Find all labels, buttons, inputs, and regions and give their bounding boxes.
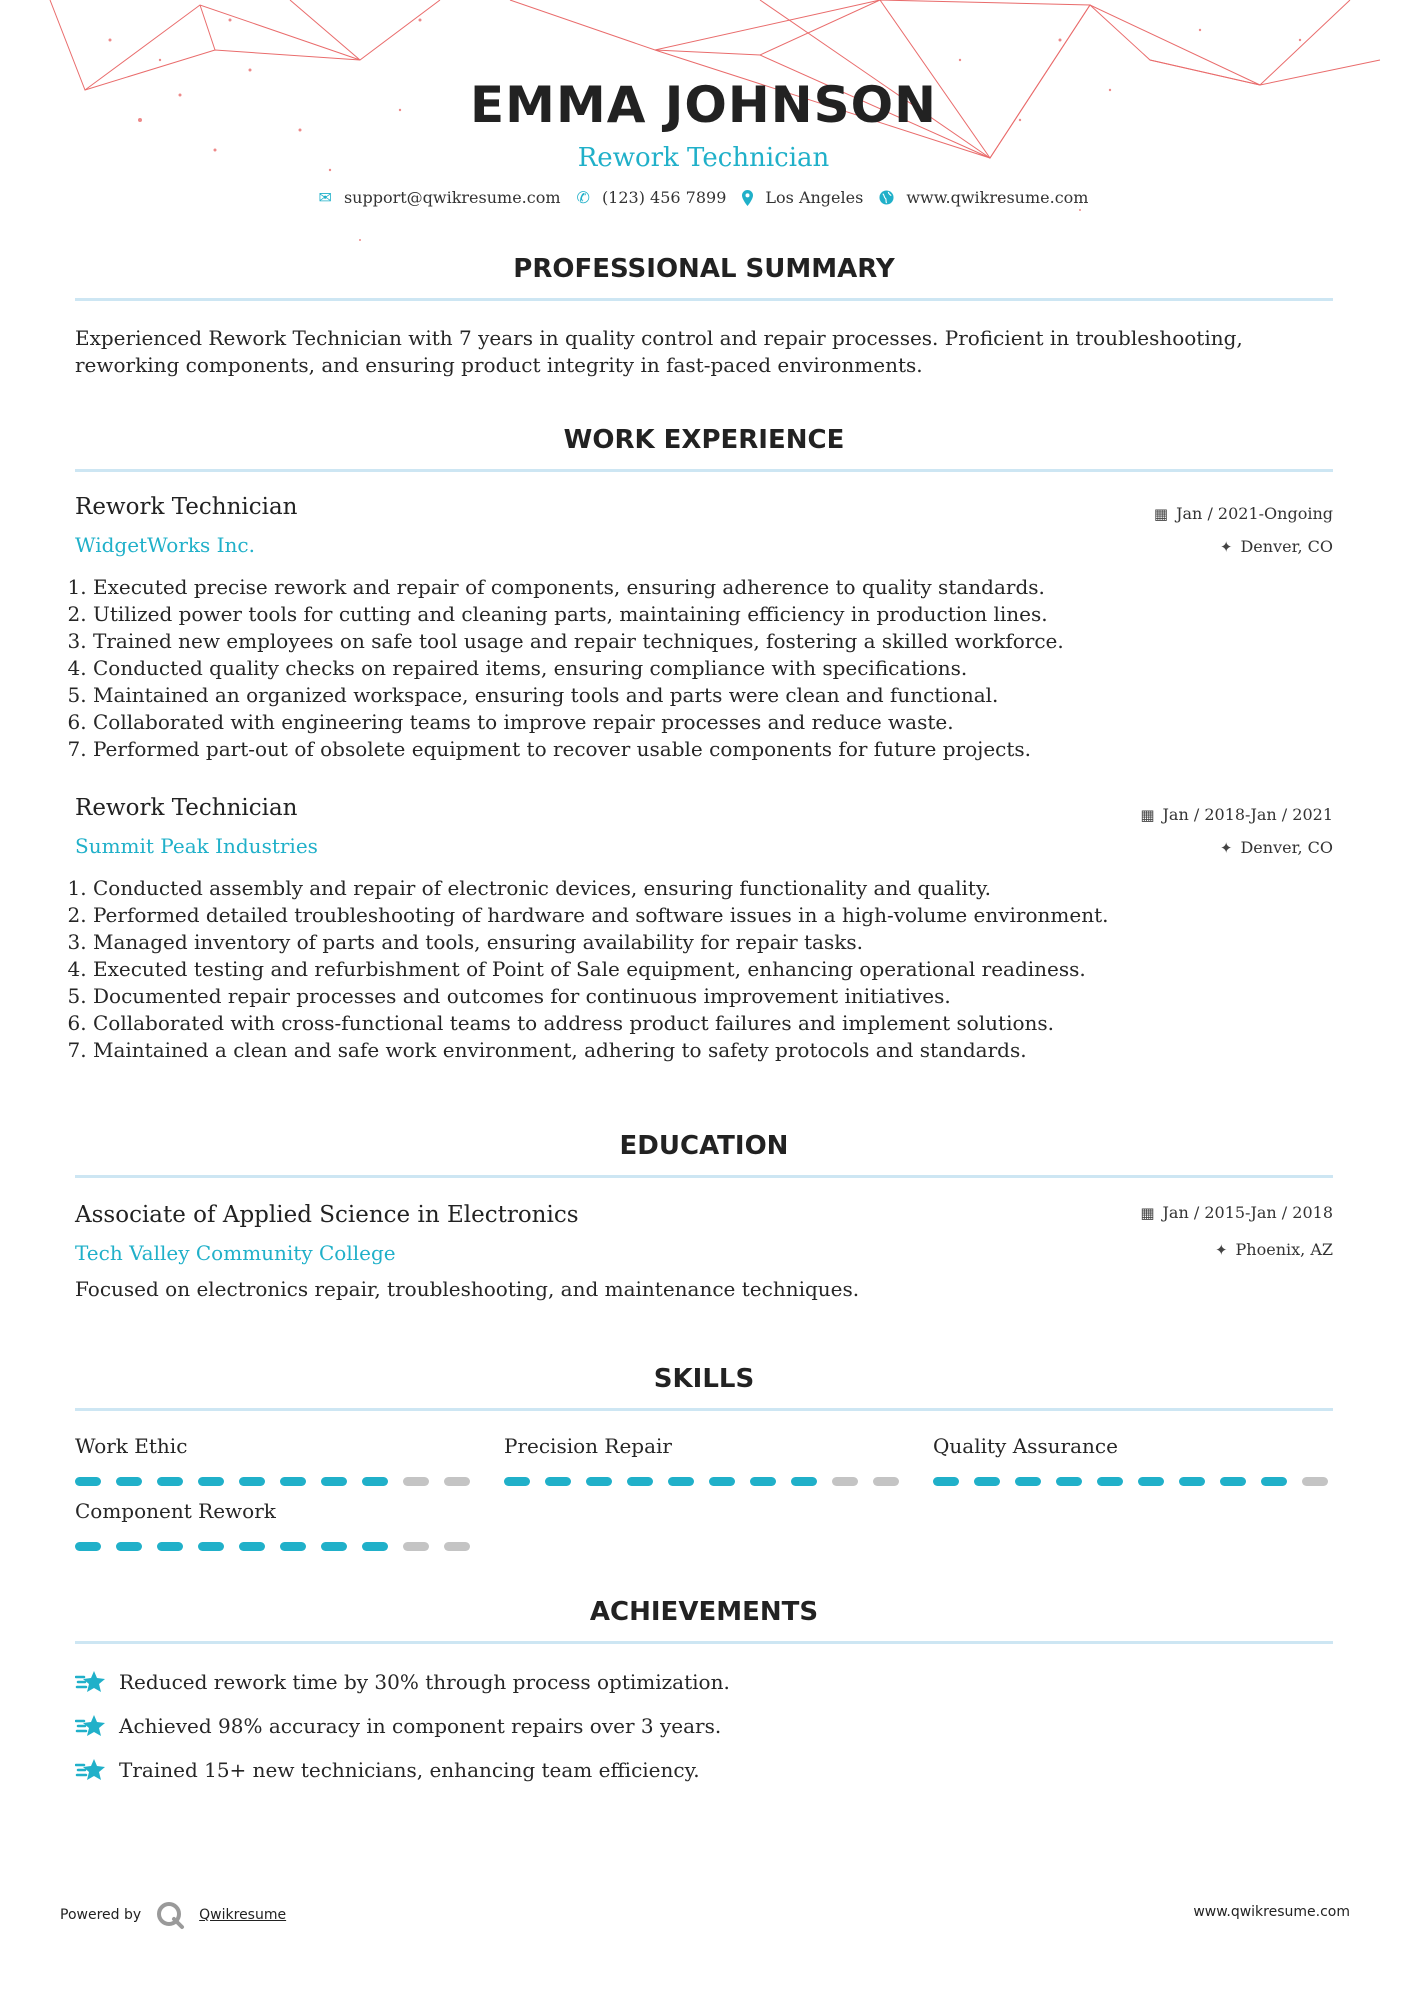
skill-dash-filled xyxy=(198,1477,224,1486)
achievement-item xyxy=(75,1712,721,1740)
list-item: 2. Performed detailed troubleshooting of hardware and software issues in a high-volume environment. xyxy=(93,902,1333,929)
skill-dash-filled xyxy=(1179,1477,1205,1486)
education-heading: EDUCATION xyxy=(619,1131,789,1161)
skill-dash-filled xyxy=(239,1477,265,1486)
job-company: Summit Peak Industries xyxy=(75,834,318,858)
candidate-role: Rework Technician xyxy=(577,143,830,173)
list-item: 2. Utilized power tools for cutting and cleaning parts, maintaining efficiency in production lines. xyxy=(93,601,1333,628)
skill-dash-filled xyxy=(791,1477,817,1486)
skill-dash-filled xyxy=(545,1477,571,1486)
skill-level-bar xyxy=(933,1477,1333,1486)
achievement-text: Achieved 98% accuracy in component repairs over 3 years. xyxy=(119,1714,722,1738)
education-location xyxy=(1215,1240,1333,1259)
contact-email[interactable] xyxy=(319,188,561,207)
skill-dash-filled xyxy=(239,1542,265,1551)
skill-dash-filled xyxy=(116,1477,142,1486)
job-dates xyxy=(1154,504,1333,523)
pushpin-icon: ✦ xyxy=(1219,537,1233,556)
skill-level-bar xyxy=(75,1542,475,1551)
skill-dash-filled xyxy=(198,1542,224,1551)
globe-icon xyxy=(879,190,894,205)
list-item: 4. Executed testing and refurbishment of Point of Sale equipment, enhancing operational readiness. xyxy=(93,956,1333,983)
skill-dash-filled xyxy=(75,1477,101,1486)
skill-dash-filled xyxy=(933,1477,959,1486)
skill-dash-filled xyxy=(1015,1477,1041,1486)
job-location-text: Denver, CO xyxy=(1240,838,1333,857)
powered-by-label: Powered by xyxy=(60,1907,142,1923)
pushpin-icon: ✦ xyxy=(1214,1240,1228,1259)
skill-dash-empty xyxy=(832,1477,858,1486)
summary-text: Experienced Rework Technician with 7 years in quality control and repair processes. Proficient in troubleshooting, reworking components, and ensuring product integrity in fast-paced environments. xyxy=(75,326,1243,377)
skill-level-bar xyxy=(75,1477,475,1486)
list-item: 7. Performed part-out of obsolete equipment to recover usable components for future projects. xyxy=(93,736,1333,763)
skill-dash-empty xyxy=(444,1542,470,1551)
job-company: WidgetWorks Inc. xyxy=(75,533,255,557)
education-dates-text: Jan / 2015-Jan / 2018 xyxy=(1162,1203,1333,1222)
skill-dash-filled xyxy=(974,1477,1000,1486)
contact-location-text: Los Angeles xyxy=(765,188,864,207)
list-item: 3. Trained new employees on safe tool usage and repair techniques, fostering a skilled workforce. xyxy=(93,628,1333,655)
list-item: 7. Maintained a clean and safe work environment, adhering to safety protocols and standards. xyxy=(93,1037,1333,1064)
shooting-star-icon xyxy=(75,1756,107,1784)
job-title: Rework Technician xyxy=(75,494,298,520)
resume-header xyxy=(0,70,1407,176)
contact-phone-text: (123) 456 7899 xyxy=(601,188,727,207)
achievement-item xyxy=(75,1756,700,1784)
achievements-heading: ACHIEVEMENTS xyxy=(589,1597,819,1627)
contact-email-text: support@qwikresume.com xyxy=(343,188,561,207)
shooting-star-icon xyxy=(75,1668,107,1696)
skill-item xyxy=(504,1433,904,1486)
skill-dash-empty xyxy=(403,1477,429,1486)
job-dates-text: Jan / 2018-Jan / 2021 xyxy=(1162,805,1333,824)
job-responsibilities xyxy=(70,875,1333,1064)
list-item: 5. Documented repair processes and outcomes for continuous improvement initiatives. xyxy=(93,983,1333,1010)
skill-dash-filled xyxy=(504,1477,530,1486)
skill-dash-filled xyxy=(116,1542,142,1551)
list-item: 5. Maintained an organized workspace, ensuring tools and parts were clean and functional. xyxy=(93,682,1333,709)
skills-divider xyxy=(75,1408,1333,1411)
skill-dash-filled xyxy=(1261,1477,1287,1486)
achievements-divider xyxy=(75,1641,1333,1644)
job-location xyxy=(1220,537,1333,556)
achievement-text: Trained 15+ new technicians, enhancing team efficiency. xyxy=(119,1758,700,1782)
skill-dash-empty xyxy=(873,1477,899,1486)
list-item: 1. Executed precise rework and repair of components, ensuring adherence to quality standards. xyxy=(93,574,1333,601)
contact-location xyxy=(742,188,863,207)
job-location-text: Denver, CO xyxy=(1240,537,1333,556)
calendar-icon: ▦ xyxy=(1140,805,1155,824)
skill-dash-filled xyxy=(362,1542,388,1551)
skill-dash-empty xyxy=(403,1542,429,1551)
job-dates xyxy=(1140,805,1333,824)
education-degree: Associate of Applied Science in Electronics xyxy=(75,1202,579,1228)
skill-dash-filled xyxy=(280,1542,306,1551)
skill-item xyxy=(933,1433,1333,1486)
experience-divider xyxy=(75,469,1333,472)
summary-heading: PROFESSIONAL SUMMARY xyxy=(513,254,895,284)
education-location-text: Phoenix, AZ xyxy=(1235,1240,1333,1259)
job-title: Rework Technician xyxy=(75,795,298,821)
experience-heading: WORK EXPERIENCE xyxy=(563,425,845,455)
list-item: 3. Managed inventory of parts and tools, ensuring availability for repair tasks. xyxy=(93,929,1333,956)
pushpin-icon: ✦ xyxy=(1219,838,1233,857)
skill-dash-filled xyxy=(709,1477,735,1486)
powered-by xyxy=(60,1900,286,1930)
location-pin-icon xyxy=(742,190,753,206)
contact-phone[interactable] xyxy=(577,188,727,207)
qwikresume-logo-icon xyxy=(155,1900,185,1930)
summary-divider xyxy=(75,298,1333,301)
skill-item xyxy=(75,1433,475,1486)
skill-dash-empty xyxy=(444,1477,470,1486)
contact-bar xyxy=(0,188,1407,207)
skill-name: Component Rework xyxy=(75,1499,276,1523)
education-dates xyxy=(1140,1203,1333,1222)
list-item: 1. Conducted assembly and repair of electronic devices, ensuring functionality and quality. xyxy=(93,875,1333,902)
skill-dash-filled xyxy=(627,1477,653,1486)
calendar-icon: ▦ xyxy=(1153,504,1169,523)
skill-dash-filled xyxy=(750,1477,776,1486)
list-item: 6. Collaborated with cross-functional teams to address product failures and implement solutions. xyxy=(93,1010,1333,1037)
shooting-star-icon xyxy=(75,1712,107,1740)
skill-dash-filled xyxy=(321,1477,347,1486)
skill-dash-filled xyxy=(1220,1477,1246,1486)
envelope-icon: ✉ xyxy=(318,188,332,207)
skill-dash-filled xyxy=(668,1477,694,1486)
calendar-icon: ▦ xyxy=(1140,1203,1155,1222)
skill-dash-filled xyxy=(280,1477,306,1486)
phone-icon: ✆ xyxy=(576,188,590,207)
skill-name: Work Ethic xyxy=(75,1434,188,1458)
skill-name: Precision Repair xyxy=(504,1434,672,1458)
skill-item xyxy=(75,1498,475,1551)
candidate-name: EMMA JOHNSON xyxy=(470,76,937,134)
job-dates-text: Jan / 2021-Ongoing xyxy=(1176,504,1333,523)
skill-dash-filled xyxy=(1056,1477,1082,1486)
contact-website[interactable] xyxy=(879,188,1088,207)
skill-name: Quality Assurance xyxy=(933,1434,1118,1458)
education-description: Focused on electronics repair, troubleshooting, and maintenance techniques. xyxy=(75,1277,860,1301)
job-location xyxy=(1220,838,1333,857)
achievement-text: Reduced rework time by 30% through process optimization. xyxy=(119,1670,730,1694)
skill-dash-filled xyxy=(321,1542,347,1551)
skill-dash-filled xyxy=(157,1477,183,1486)
list-item: 4. Conducted quality checks on repaired items, ensuring compliance with specifications. xyxy=(93,655,1333,682)
job-responsibilities xyxy=(70,574,1333,763)
contact-website-text: www.qwikresume.com xyxy=(906,188,1089,207)
list-item: 6. Collaborated with engineering teams to improve repair processes and reduce waste. xyxy=(93,709,1333,736)
skill-dash-filled xyxy=(75,1542,101,1551)
footer-website[interactable]: www.qwikresume.com xyxy=(1193,1904,1350,1920)
skill-dash-empty xyxy=(1302,1477,1328,1486)
education-divider xyxy=(75,1175,1333,1178)
skill-level-bar xyxy=(504,1477,904,1486)
skill-dash-filled xyxy=(1138,1477,1164,1486)
skill-dash-filled xyxy=(586,1477,612,1486)
skill-dash-filled xyxy=(157,1542,183,1551)
education-school: Tech Valley Community College xyxy=(75,1241,396,1265)
skill-dash-filled xyxy=(362,1477,388,1486)
skill-dash-filled xyxy=(1097,1477,1123,1486)
achievement-item xyxy=(75,1668,730,1696)
qwikresume-link[interactable]: Qwikresume xyxy=(199,1907,287,1923)
skills-heading: SKILLS xyxy=(653,1364,755,1394)
